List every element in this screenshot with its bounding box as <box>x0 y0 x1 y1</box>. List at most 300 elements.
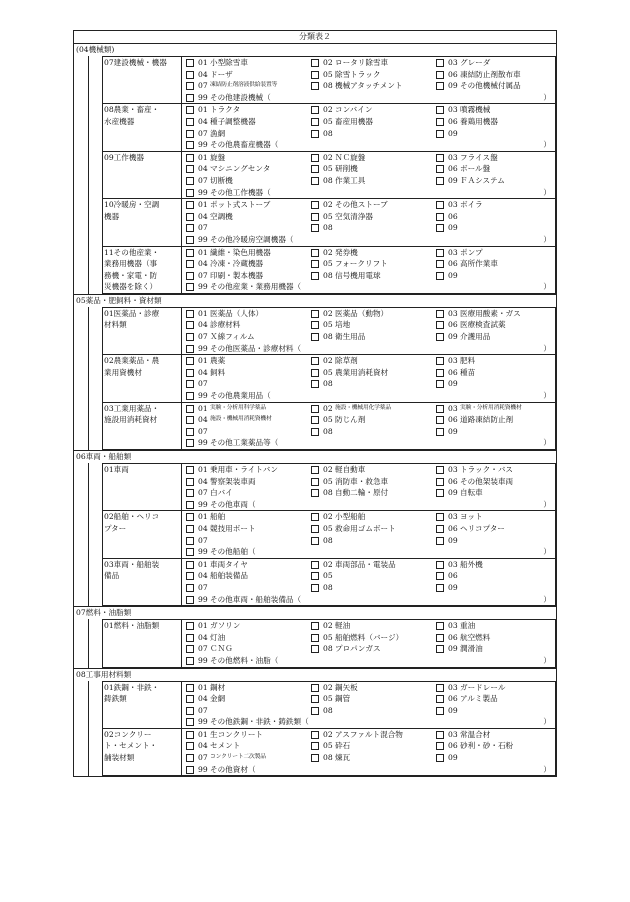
item-option[interactable] <box>310 582 435 594</box>
checkbox[interactable] <box>436 333 444 341</box>
item-option[interactable] <box>310 523 435 535</box>
checkbox[interactable] <box>311 645 319 653</box>
item-code: 07 <box>198 223 208 233</box>
checkbox[interactable] <box>186 310 194 318</box>
item-option[interactable] <box>185 258 310 270</box>
checkbox[interactable] <box>311 684 319 692</box>
item-option[interactable] <box>310 367 435 379</box>
item-option[interactable] <box>310 69 435 81</box>
item-option[interactable] <box>185 69 310 81</box>
item-option[interactable] <box>185 331 310 343</box>
checkbox[interactable] <box>186 165 194 173</box>
other-item-row[interactable] <box>185 343 555 355</box>
item-option[interactable] <box>310 319 435 331</box>
item-code: 05 <box>323 632 333 642</box>
checkbox[interactable] <box>311 754 319 762</box>
item-option[interactable] <box>435 211 555 223</box>
checkbox[interactable] <box>186 622 194 630</box>
item-option[interactable] <box>185 752 310 764</box>
item-label: 小型船舶 <box>335 512 366 522</box>
item-option[interactable] <box>310 620 435 632</box>
item-option[interactable] <box>435 57 555 69</box>
item-option[interactable] <box>435 487 555 499</box>
checkbox[interactable] <box>311 71 319 79</box>
checkbox[interactable] <box>186 478 194 486</box>
checkbox[interactable] <box>311 310 319 318</box>
checkbox[interactable] <box>186 718 194 726</box>
item-option[interactable] <box>185 222 310 234</box>
item-option[interactable] <box>185 426 310 438</box>
checkbox[interactable] <box>311 466 319 474</box>
checkbox[interactable] <box>186 489 194 497</box>
checkbox[interactable] <box>436 165 444 173</box>
checkbox[interactable] <box>186 754 194 762</box>
checkbox[interactable] <box>186 466 194 474</box>
checkbox[interactable] <box>186 380 194 388</box>
checkbox[interactable] <box>186 584 194 592</box>
checkbox[interactable] <box>436 82 444 90</box>
item-option[interactable] <box>185 643 310 655</box>
item-option[interactable] <box>435 559 555 571</box>
checkbox[interactable] <box>311 572 319 580</box>
checkbox[interactable] <box>436 428 444 436</box>
item-option[interactable] <box>435 535 555 547</box>
checkbox[interactable] <box>311 707 319 715</box>
item-option[interactable] <box>435 582 555 594</box>
item-option[interactable] <box>310 308 435 320</box>
checkbox[interactable] <box>311 584 319 592</box>
item-option[interactable] <box>435 319 555 331</box>
item-code: 05 <box>323 69 333 79</box>
checkbox[interactable] <box>311 272 319 280</box>
checkbox[interactable] <box>186 189 194 197</box>
other-item-row[interactable] <box>185 499 555 511</box>
item-option[interactable] <box>310 57 435 69</box>
checkbox[interactable] <box>311 428 319 436</box>
checkbox[interactable] <box>186 742 194 750</box>
item-option[interactable] <box>185 487 310 499</box>
item-option[interactable] <box>185 163 310 175</box>
item-option[interactable] <box>435 464 555 476</box>
checkbox[interactable] <box>311 416 319 424</box>
checkbox[interactable] <box>311 154 319 162</box>
checkbox[interactable] <box>436 584 444 592</box>
checkbox[interactable] <box>186 283 194 291</box>
checkbox[interactable] <box>186 537 194 545</box>
item-option[interactable] <box>435 116 555 128</box>
checkbox[interactable] <box>436 369 444 377</box>
item-option[interactable] <box>185 682 310 694</box>
checkbox[interactable] <box>186 684 194 692</box>
item-option[interactable] <box>310 705 435 717</box>
item-option[interactable] <box>185 247 310 259</box>
checkbox[interactable] <box>311 695 319 703</box>
checkbox[interactable] <box>186 130 194 138</box>
item-option[interactable] <box>185 116 310 128</box>
checkbox[interactable] <box>436 707 444 715</box>
checkbox[interactable] <box>186 213 194 221</box>
item-option[interactable] <box>185 199 310 211</box>
other-item-row[interactable] <box>185 437 555 449</box>
item-option[interactable] <box>310 175 435 187</box>
item-option[interactable] <box>310 163 435 175</box>
checkbox[interactable] <box>436 572 444 580</box>
checkbox[interactable] <box>311 742 319 750</box>
item-option[interactable] <box>185 152 310 164</box>
checkbox[interactable] <box>436 561 444 569</box>
checkbox[interactable] <box>186 82 194 90</box>
checkbox[interactable] <box>311 731 319 739</box>
checkbox[interactable] <box>186 333 194 341</box>
item-option[interactable] <box>435 367 555 379</box>
item-option[interactable] <box>310 559 435 571</box>
item-option[interactable] <box>185 270 310 282</box>
item-code: 03 <box>448 465 458 474</box>
checkbox[interactable] <box>436 201 444 209</box>
checkbox[interactable] <box>436 118 444 126</box>
checkbox[interactable] <box>436 59 444 67</box>
item-option[interactable] <box>185 632 310 644</box>
checkbox[interactable] <box>186 118 194 126</box>
checkbox[interactable] <box>186 596 194 604</box>
checkbox[interactable] <box>436 213 444 221</box>
closing-paren: ） <box>543 92 551 102</box>
checkbox[interactable] <box>311 333 319 341</box>
checkbox[interactable] <box>186 572 194 580</box>
item-option[interactable] <box>185 570 310 582</box>
checkbox[interactable] <box>186 501 194 509</box>
checkbox[interactable] <box>186 657 194 665</box>
item-option[interactable] <box>435 308 555 320</box>
item-option[interactable] <box>435 378 555 390</box>
checkbox[interactable] <box>186 249 194 257</box>
item-option[interactable] <box>435 69 555 81</box>
checkbox[interactable] <box>186 201 194 209</box>
item-option[interactable] <box>435 403 555 415</box>
checkbox[interactable] <box>436 622 444 630</box>
item-row <box>185 308 555 320</box>
checkbox[interactable] <box>436 513 444 521</box>
item-option[interactable] <box>435 523 555 535</box>
item-option[interactable] <box>435 705 555 717</box>
item-option[interactable] <box>435 331 555 343</box>
checkbox[interactable] <box>436 321 444 329</box>
other-item-row[interactable] <box>185 187 555 199</box>
item-option[interactable] <box>185 403 310 415</box>
other-item-row[interactable] <box>185 764 555 776</box>
checkbox[interactable] <box>436 357 444 365</box>
item-row <box>185 570 555 582</box>
checkbox[interactable] <box>311 249 319 257</box>
item-option[interactable] <box>185 367 310 379</box>
item-option[interactable] <box>310 643 435 655</box>
item-option[interactable] <box>435 128 555 140</box>
other-item-row[interactable] <box>185 716 555 728</box>
item-option[interactable] <box>310 632 435 644</box>
checkbox[interactable] <box>311 489 319 497</box>
item-option[interactable] <box>185 693 310 705</box>
checkbox[interactable] <box>311 165 319 173</box>
checkbox[interactable] <box>186 224 194 232</box>
item-option[interactable] <box>435 414 555 426</box>
checkbox[interactable] <box>311 537 319 545</box>
checkbox[interactable] <box>436 466 444 474</box>
item-option[interactable] <box>310 270 435 282</box>
checkbox[interactable] <box>311 213 319 221</box>
item-option[interactable] <box>185 308 310 320</box>
checkbox[interactable] <box>186 177 194 185</box>
other-item-row[interactable] <box>185 594 555 606</box>
item-option[interactable] <box>310 511 435 523</box>
item-option[interactable] <box>310 729 435 741</box>
checkbox[interactable] <box>186 154 194 162</box>
checkbox[interactable] <box>436 106 444 114</box>
checkbox[interactable] <box>186 321 194 329</box>
item-option[interactable] <box>435 740 555 752</box>
item-option[interactable] <box>185 378 310 390</box>
item-option[interactable] <box>310 487 435 499</box>
checkbox[interactable] <box>186 369 194 377</box>
other-item-label: その他産業・業務用機器（ <box>210 282 302 292</box>
checkbox[interactable] <box>186 766 194 774</box>
checkbox[interactable] <box>186 272 194 280</box>
item-option[interactable] <box>310 331 435 343</box>
checkbox[interactable] <box>186 525 194 533</box>
checkbox[interactable] <box>311 622 319 630</box>
item-option[interactable] <box>310 570 435 582</box>
checkbox[interactable] <box>186 59 194 67</box>
checkbox[interactable] <box>436 310 444 318</box>
item-code: 01 <box>198 308 208 318</box>
item-option[interactable] <box>310 693 435 705</box>
item-option[interactable] <box>435 729 555 741</box>
checkbox[interactable] <box>311 82 319 90</box>
checkbox[interactable] <box>311 106 319 114</box>
checkbox[interactable] <box>186 513 194 521</box>
item-option[interactable] <box>185 582 310 594</box>
checkbox[interactable] <box>186 357 194 365</box>
item-option[interactable] <box>435 476 555 488</box>
item-code: 06 <box>448 571 458 581</box>
item-option[interactable] <box>310 128 435 140</box>
checkbox[interactable] <box>436 634 444 642</box>
item-option[interactable] <box>185 511 310 523</box>
checkbox[interactable] <box>436 405 444 413</box>
checkbox[interactable] <box>311 321 319 329</box>
item-option[interactable] <box>435 175 555 187</box>
item-option[interactable] <box>185 523 310 535</box>
item-option[interactable] <box>310 426 435 438</box>
item-option[interactable] <box>310 152 435 164</box>
checkbox[interactable] <box>311 634 319 642</box>
item-option[interactable] <box>435 104 555 116</box>
item-option[interactable] <box>310 535 435 547</box>
checkbox[interactable] <box>311 369 319 377</box>
checkbox[interactable] <box>436 645 444 653</box>
checkbox[interactable] <box>311 513 319 521</box>
other-item-row[interactable] <box>185 92 555 104</box>
checkbox[interactable] <box>186 645 194 653</box>
item-option[interactable] <box>185 559 310 571</box>
item-option[interactable] <box>435 693 555 705</box>
checkbox[interactable] <box>436 71 444 79</box>
item-option[interactable] <box>435 163 555 175</box>
item-option[interactable] <box>310 355 435 367</box>
checkbox[interactable] <box>311 357 319 365</box>
item-option[interactable] <box>435 426 555 438</box>
item-option[interactable] <box>185 211 310 223</box>
item-label: 船舶装備品 <box>210 571 248 581</box>
checkbox[interactable] <box>436 731 444 739</box>
other-item-row[interactable] <box>185 546 555 558</box>
checkbox[interactable] <box>311 525 319 533</box>
checkbox[interactable] <box>311 561 319 569</box>
item-option[interactable] <box>435 270 555 282</box>
checkbox[interactable] <box>186 392 194 400</box>
category-row <box>102 103 556 150</box>
item-option[interactable] <box>185 620 310 632</box>
checkbox[interactable] <box>436 380 444 388</box>
checkbox[interactable] <box>186 416 194 424</box>
item-option[interactable] <box>310 682 435 694</box>
checkbox[interactable] <box>186 141 194 149</box>
item-option[interactable] <box>435 752 555 764</box>
checkbox[interactable] <box>436 537 444 545</box>
other-item-row[interactable] <box>185 281 555 293</box>
checkbox[interactable] <box>311 224 319 232</box>
checkbox[interactable] <box>186 548 194 556</box>
item-option[interactable] <box>185 104 310 116</box>
item-option[interactable] <box>435 570 555 582</box>
checkbox[interactable] <box>186 71 194 79</box>
item-option[interactable] <box>310 199 435 211</box>
item-option[interactable] <box>310 752 435 764</box>
other-item-row[interactable] <box>185 390 555 402</box>
item-option[interactable] <box>185 740 310 752</box>
checkbox[interactable] <box>311 478 319 486</box>
checkbox[interactable] <box>186 439 194 447</box>
item-option[interactable] <box>435 152 555 164</box>
checkbox[interactable] <box>436 684 444 692</box>
item-option[interactable] <box>435 199 555 211</box>
item-option[interactable] <box>435 247 555 259</box>
item-option[interactable] <box>310 464 435 476</box>
checkbox[interactable] <box>186 345 194 353</box>
item-option[interactable] <box>435 80 555 92</box>
item-option[interactable] <box>310 258 435 270</box>
checkbox[interactable] <box>311 130 319 138</box>
checkbox[interactable] <box>311 201 319 209</box>
checkbox[interactable] <box>436 416 444 424</box>
checkbox[interactable] <box>311 405 319 413</box>
item-option[interactable] <box>185 175 310 187</box>
item-label: Ｘ線フィルム <box>210 332 255 342</box>
item-option[interactable] <box>185 355 310 367</box>
checkbox[interactable] <box>436 260 444 268</box>
checkbox[interactable] <box>311 118 319 126</box>
other-item-row[interactable] <box>185 655 555 667</box>
item-option[interactable] <box>185 535 310 547</box>
item-option[interactable] <box>185 729 310 741</box>
checkbox[interactable] <box>436 478 444 486</box>
item-label: ＦＡシステム <box>460 175 505 185</box>
item-option[interactable] <box>435 620 555 632</box>
checkbox[interactable] <box>436 742 444 750</box>
item-code: 09 <box>448 270 458 280</box>
checkbox[interactable] <box>436 754 444 762</box>
checkbox[interactable] <box>186 94 194 102</box>
checkbox[interactable] <box>311 59 319 67</box>
item-option[interactable] <box>310 247 435 259</box>
checkbox[interactable] <box>436 695 444 703</box>
item-option[interactable] <box>310 116 435 128</box>
item-option[interactable] <box>185 705 310 717</box>
item-option[interactable] <box>310 222 435 234</box>
checkbox[interactable] <box>311 177 319 185</box>
item-option[interactable] <box>435 222 555 234</box>
checkbox[interactable] <box>186 236 194 244</box>
item-option[interactable] <box>185 464 310 476</box>
item-code: 02 <box>323 152 333 162</box>
item-option[interactable] <box>435 632 555 644</box>
item-option[interactable] <box>310 476 435 488</box>
item-option[interactable] <box>310 378 435 390</box>
checkbox[interactable] <box>436 489 444 497</box>
item-option[interactable] <box>185 476 310 488</box>
checkbox[interactable] <box>186 428 194 436</box>
item-option[interactable] <box>185 414 310 426</box>
item-option[interactable] <box>435 682 555 694</box>
item-option[interactable] <box>310 403 435 415</box>
item-option[interactable] <box>310 80 435 92</box>
checkbox[interactable] <box>436 177 444 185</box>
item-option[interactable] <box>435 258 555 270</box>
checkbox[interactable] <box>311 260 319 268</box>
checkbox[interactable] <box>436 249 444 257</box>
checkbox[interactable] <box>436 154 444 162</box>
item-option[interactable] <box>310 211 435 223</box>
item-option[interactable] <box>185 128 310 140</box>
checkbox[interactable] <box>186 707 194 715</box>
checkbox[interactable] <box>436 130 444 138</box>
item-label: トラック・バス <box>460 465 514 474</box>
checkbox[interactable] <box>186 695 194 703</box>
item-option[interactable] <box>310 414 435 426</box>
other-item-row[interactable] <box>185 234 555 246</box>
checkbox[interactable] <box>311 380 319 388</box>
item-label: 鋼材 <box>210 682 226 692</box>
checkbox[interactable] <box>186 561 194 569</box>
item-option[interactable] <box>435 511 555 523</box>
checkbox[interactable] <box>436 224 444 232</box>
item-option[interactable] <box>185 57 310 69</box>
checkbox[interactable] <box>186 106 194 114</box>
checkbox[interactable] <box>186 731 194 739</box>
item-option[interactable] <box>435 643 555 655</box>
checkbox[interactable] <box>186 634 194 642</box>
item-option[interactable] <box>435 355 555 367</box>
item-option[interactable] <box>310 104 435 116</box>
item-option[interactable] <box>185 80 310 92</box>
checkbox[interactable] <box>186 260 194 268</box>
other-item-row[interactable] <box>185 139 555 151</box>
item-option[interactable] <box>310 740 435 752</box>
checkbox[interactable] <box>436 525 444 533</box>
item-option[interactable] <box>185 319 310 331</box>
closing-paren: ） <box>543 438 551 448</box>
checkbox[interactable] <box>186 405 194 413</box>
checkbox[interactable] <box>436 272 444 280</box>
